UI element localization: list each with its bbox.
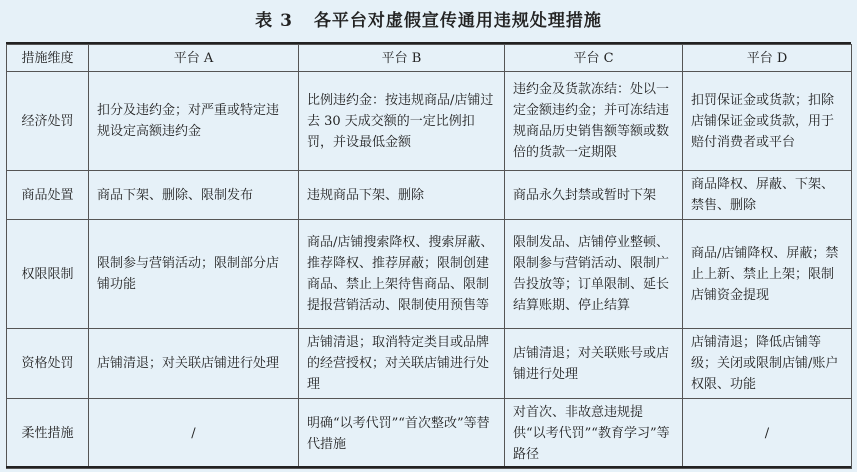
cell-platform-c: 违约金及货款冻结：处以一定金额违约金；并可冻结违规商品历史销售额等额或数倍的货款一定期限 [505,72,683,171]
cell-platform-d: 商品/店铺降权、屏蔽；禁止上新、禁止上架；限制店铺资金提现 [683,220,852,329]
cell-platform-d: 商品降权、屏蔽、下架、禁售、删除 [683,171,852,220]
cell-platform-d: / [683,399,852,469]
cell-platform-b: 比例违约金：按违规商品/店铺过去 30 天成交额的一定比例扣罚，并设最低金额 [299,72,505,171]
row-dimension: 资格处罚 [7,329,89,399]
measures-table [6,44,852,469]
table-row [7,329,852,399]
bottom-rule [6,466,851,468]
cell-platform-c: 对首次、非故意违规提供“以考代罚”“教育学习”等路径 [505,399,683,469]
table-title: 各平台对虚假宣传通用违规处理措施 [313,11,602,31]
cell-platform-d: 店铺清退；降低店铺等级；关闭或限制店铺/账户权限、功能 [683,329,852,399]
cell-platform-b: 明确“以考代罚”“首次整改”等替代措施 [299,399,505,469]
header-platform-d: 平台 D [683,45,852,72]
cell-platform-a: 限制参与营销活动；限制部分店铺功能 [89,220,299,329]
header-platform-b: 平台 B [299,45,505,72]
table-number: 表 3 [255,11,293,31]
header-platform-a: 平台 A [89,45,299,72]
header-platform-c: 平台 C [505,45,683,72]
header-row [7,45,852,72]
row-dimension: 经济处罚 [7,72,89,171]
table-row [7,171,852,220]
cell-platform-c: 店铺清退；对关联账号或店铺进行处理 [505,329,683,399]
table-row [7,72,852,171]
cell-platform-a: 店铺清退；对关联店铺进行处理 [89,329,299,399]
cell-platform-c: 商品永久封禁或暂时下架 [505,171,683,220]
cell-platform-b: 商品/店铺搜索降权、搜索屏蔽、推荐降权、推荐屏蔽；限制创建商品、禁止上架待售商品、限制提报营销活动、限制使用预售等 [299,220,505,329]
row-dimension: 权限限制 [7,220,89,329]
cell-platform-c: 限制发品、店铺停业整顿、限制参与营销活动、限制广告投放等；订单限制、延长结算账期、停止结算 [505,220,683,329]
cell-platform-d: 扣罚保证金或货款；扣除店铺保证金或货款，用于赔付消费者或平台 [683,72,852,171]
header-dimension: 措施维度 [7,45,89,72]
cell-platform-a: / [89,399,299,469]
row-dimension: 柔性措施 [7,399,89,469]
cell-platform-a: 扣分及违约金；对严重或特定违规设定高额违约金 [89,72,299,171]
cell-platform-b: 店铺清退；取消特定类目或品牌的经营授权；对关联店铺进行处理 [299,329,505,399]
table-row [7,220,852,329]
cell-platform-b: 违规商品下架、删除 [299,171,505,220]
row-dimension: 商品处置 [7,171,89,220]
table-caption [0,6,857,36]
table-row [7,399,852,469]
cell-platform-a: 商品下架、删除、限制发布 [89,171,299,220]
